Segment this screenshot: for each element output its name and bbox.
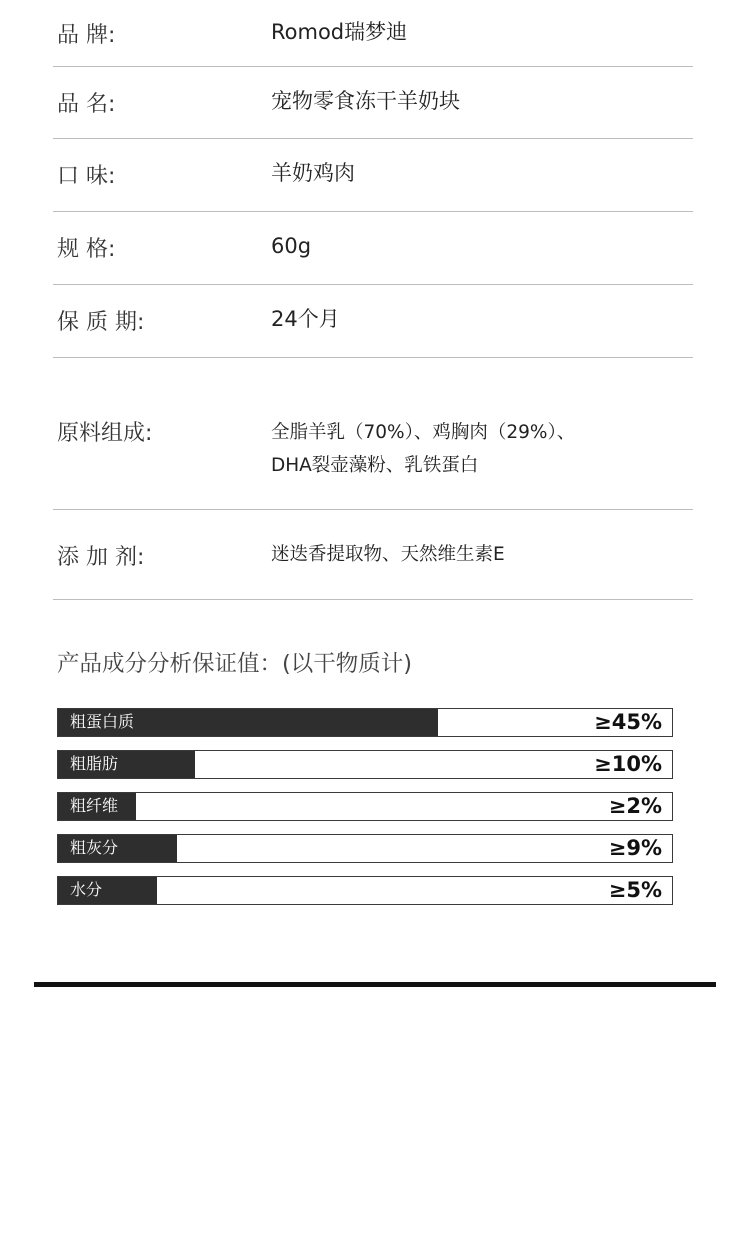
spec-row-brand [53,0,693,67]
analysis-bars [57,708,673,918]
spec-row-size [53,212,693,285]
analysis-title: 产品成分分析保证值：(以干物质计) [57,651,413,677]
bar-label: 粗纤维 [70,796,119,815]
bar-label: 水分 [70,880,103,899]
spec-value: 24个月 [271,307,340,331]
spec-row-ingredients [53,358,693,510]
spec-label: 品 牌: [57,23,116,48]
spec-row-product-name [53,67,693,139]
spec-row-flavor [53,139,693,212]
spec-label: 口 味: [57,164,116,189]
bar-value: ≥45% [594,710,662,734]
spec-table [53,0,693,600]
spec-label: 保 质 期: [57,310,145,335]
spec-label: 规 格: [57,237,116,262]
spec-label: 品 名: [57,92,116,117]
spec-value-line-1: 全脂羊乳（70%）、鸡胸肉（29%）、 [271,422,576,443]
section-divider [34,982,716,987]
bar-value: ≥5% [608,878,662,902]
bar-value: ≥9% [608,836,662,860]
spec-value: 宠物零食冻干羊奶块 [271,89,460,113]
analysis-bar-crude-fiber [57,792,673,821]
spec-value: 迷迭香提取物、天然维生素E [271,544,505,565]
bar-label: 粗灰分 [70,838,119,857]
bar-value: ≥10% [594,752,662,776]
spec-value: Romod瑞梦迪 [271,20,408,44]
analysis-bar-crude-protein [57,708,673,737]
bar-value: ≥2% [608,794,662,818]
spec-value-line-2: DHA裂壶藻粉、乳铁蛋白 [271,455,479,476]
analysis-bar-moisture [57,876,673,905]
spec-label: 原料组成: [57,421,153,446]
spec-value: 羊奶鸡肉 [271,161,355,185]
analysis-bar-crude-fat [57,750,673,779]
spec-label: 添 加 剂: [57,545,145,570]
spec-row-shelf-life [53,285,693,358]
bar-label: 粗脂肪 [70,754,119,773]
spec-row-additives [53,510,693,600]
spec-value: 60g [271,234,312,258]
analysis-bar-crude-ash [57,834,673,863]
bar-label: 粗蛋白质 [70,712,135,731]
